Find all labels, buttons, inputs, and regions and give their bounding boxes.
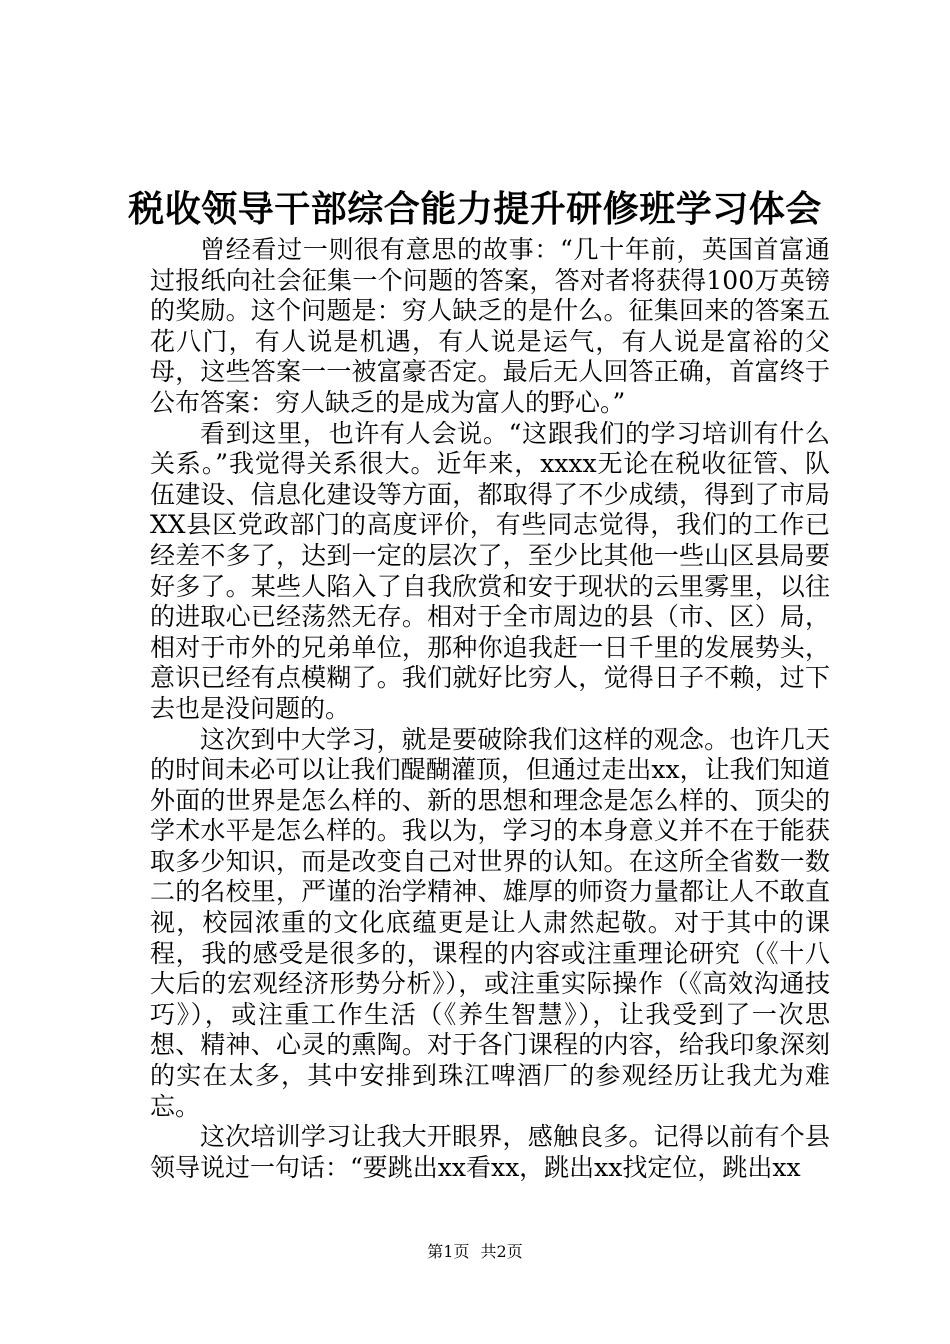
document-title: 税收领导干部综合能力提升研修班学习体会 bbox=[128, 188, 822, 230]
page-number: 第1页 bbox=[427, 1242, 470, 1261]
paragraph-1: 曾经看过一则很有意思的故事：“几十年前，英国首富通过报纸向社会征集一个问题的答案，答对者将获得100万英镑的奖励。这个问题是：穷人缺乏的是什么。征集回来的答案五花八门，有人说是机遇，有人说是运气，有人说是富裕的父母，这些答案一一被富豪否定。最后无人回答正确，首富终于公布答案：穷人缺乏的是成为富人的野心。” bbox=[150, 235, 830, 417]
paragraph-2: 看到这里，也许有人会说。“这跟我们的学习培训有什么关系。”我觉得关系很大。近年来，xxxx无论在税收征管、队伍建设、信息化建设等方面，都取得了不少成绩，得到了市局XX县区党政部门的高度评价，有些同志觉得，我们的工作已经差不多了，达到一定的层次了，至少比其他一些山区县局要好多了。某些人陷入了自我欣赏和安于现状的云里雾里，以往的进取心已经荡然无存。相对于全市周边的县（市、区）局，相对于市外的兄弟单位，那种你追我赶一日千里的发展势头，意识已经有点模糊了。我们就好比穷人，觉得日子不赖，过下去也是没问题的。 bbox=[150, 418, 830, 723]
paragraph-4: 这次培训学习让我大开眼界，感触良多。记得以前有个县领导说过一句话：“要跳出xx看xx，跳出xx找定位，跳出xx bbox=[150, 1122, 830, 1182]
paragraph-3: 这次到中大学习，就是要破除我们这样的观念。也许几天的时间未必可以让我们醍醐灌顶，但通过走出xx，让我们知道外面的世界是怎么样的、新的思想和理念是怎么样的、顶尖的学术水平是怎么样的。我以为，学习的本身意义并不在于能获取多少知识，而是改变自己对世界的认知。在这所全省数一数二的名校里，严谨的治学精神、雄厚的师资力量都让人不敢直视，校园浓重的文化底蕴更是让人肃然起敬。对于其中的课程，我的感受是很多的，课程的内容或注重理论研究（《十八大后的宏观经济形势分析》），或注重实际操作（《高效沟通技巧》），或注重工作生活（《养生智慧》），让我受到了一次思想、精神、心灵的熏陶。对于各门课程的内容，给我印象深刻的实在太多，其中安排到珠江啤酒厂的参观经历让我尤为难忘。 bbox=[150, 724, 830, 1121]
page-footer bbox=[0, 1242, 950, 1262]
document-body bbox=[150, 235, 830, 1183]
page-total: 共2页 bbox=[480, 1242, 523, 1261]
